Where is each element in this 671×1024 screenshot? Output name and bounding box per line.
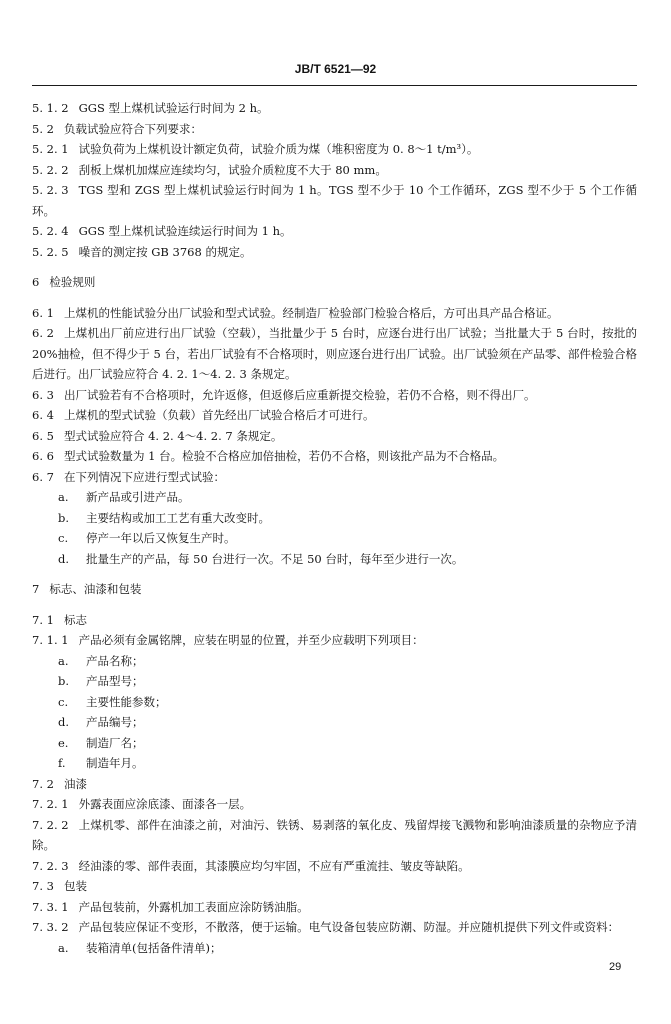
list-item-7-1-1-b: b. 产品型号； xyxy=(58,674,144,688)
document-body xyxy=(32,98,637,958)
clause-5-2-2: 5. 2. 2 刮板上煤机加煤应连续均匀，试验介质粒度不大于 80 mm。 xyxy=(32,162,387,177)
clause-5-2-4: 5. 2. 4 GGS 型上煤机试验连续运行时间为 1 h。 xyxy=(32,224,292,238)
list-item-7-1-1-f: f. 制造年月。 xyxy=(58,756,144,770)
clause-7-3-2: 7. 3. 2 产品包装应保证不变形，不散落，便于运输。电气设备包装应防潮、防湿。并应随机提供下列文件或资料： xyxy=(32,920,620,934)
header-rule xyxy=(32,85,637,86)
clause-6-7: 6. 7 在下列情况下应进行型式试验： xyxy=(32,469,225,484)
list-item-6-7-b: b. 主要结构或加工工艺有重大改变时。 xyxy=(58,510,270,525)
clause-7-2-3: 7. 2. 3 经油漆的零、部件表面，其漆膜应均匀牢固，不应有严重流挂、皱皮等缺陷。 xyxy=(32,858,470,873)
list-item-6-7-a: a. 新产品或引进产品。 xyxy=(58,490,190,504)
clause-6-1: 6. 1 上煤机的性能试验分出厂试验和型式试验。经制造厂检验部门检验合格后，方可出具产品合格证。 xyxy=(32,305,559,320)
clause-7-1-1: 7. 1. 1 产品必须有金属铭牌，应装在明显的位置，并至少应载明下列项目： xyxy=(32,633,424,647)
section-7-heading: 7 标志、油漆和包装 xyxy=(32,582,142,596)
clause-7-1: 7. 1 标志 xyxy=(32,612,87,627)
clause-5-2-5: 5. 2. 5 噪音的测定按 GB 3768 的规定。 xyxy=(32,244,252,259)
list-item-6-7-d: d. 批量生产的产品，每 50 台进行一次。不足 50 台时，每年至少进行一次。 xyxy=(58,551,464,566)
list-item-7-1-1-a: a. 产品名称； xyxy=(58,653,144,668)
section-6-heading: 6 检验规则 xyxy=(32,275,96,289)
clause-7-2: 7. 2 油漆 xyxy=(32,776,87,791)
clause-6-2: 6. 2 上煤机出厂前应进行出厂试验（空载），当批量少于 5 台时，应逐台进行出厂试验；当批量大于 5 台时，按批的 20%抽检，但不得少于 5 台，若出厂试验有不合格项时，则应逐台进行出厂试验。出厂试验须在产品零、部件检验合格后进行。出厂试验应符合 4. 2. 1～4. 2. 3 条规定。 xyxy=(32,326,637,381)
list-item-7-1-1-d: d. 产品编号； xyxy=(58,715,144,729)
page-number: 29 xyxy=(609,961,622,973)
clause-5-2: 5. 2 负载试验应符合下列要求： xyxy=(32,121,202,136)
clause-6-3: 6. 3 出厂试验若有不合格项时，允许返修，但返修后应重新提交检验，若仍不合格，则不得出厂。 xyxy=(32,387,536,402)
clause-5-2-1: 5. 2. 1 试验负荷为上煤机设计额定负荷，试验介质为煤（堆积密度为 0. 8～1 t/m³）。 xyxy=(32,142,479,156)
standard-header: JB/T 6521—92 xyxy=(294,62,377,76)
list-item-6-7-c: c. 停产一年以后又恢复生产时。 xyxy=(58,531,236,545)
clause-7-3-1: 7. 3. 1 产品包装前，外露机加工表面应涂防锈油脂。 xyxy=(32,899,309,914)
clause-6-4: 6. 4 上煤机的型式试验（负载）首先经出厂试验合格后才可进行。 xyxy=(32,408,375,422)
clause-7-3: 7. 3 包装 xyxy=(32,879,87,893)
clause-7-2-1: 7. 2. 1 外露表面应涂底漆、面漆各一层。 xyxy=(32,797,252,811)
list-item-7-1-1-c: c. 主要性能参数； xyxy=(58,694,167,709)
clause-5-1-2: 5. 1. 2 GGS 型上煤机试验运行时间为 2 h。 xyxy=(32,101,269,115)
list-item-7-1-1-e: e. 制造厂名； xyxy=(58,735,144,750)
clause-6-6: 6. 6 型式试验数量为 1 台。检验不合格应加倍抽检，若仍不合格，则该批产品为不合格品。 xyxy=(32,449,505,463)
clause-7-2-2: 7. 2. 2 上煤机零、部件在油漆之前，对油污、铁锈、易剥落的氧化皮、残留焊接飞溅物和影响油漆质量的杂物应予清除。 xyxy=(32,817,637,852)
clause-5-2-3: 5. 2. 3 TGS 型和 ZGS 型上煤机试验运行时间为 1 h。TGS 型不少于 10 个工作循环，ZGS 型不少于 5 个工作循环。 xyxy=(32,183,637,218)
list-item-7-3-2-a: a. 装箱清单(包括备件清单)； xyxy=(58,940,222,955)
clause-6-5: 6. 5 型式试验应符合 4. 2. 4～4. 2. 7 条规定。 xyxy=(32,428,283,443)
